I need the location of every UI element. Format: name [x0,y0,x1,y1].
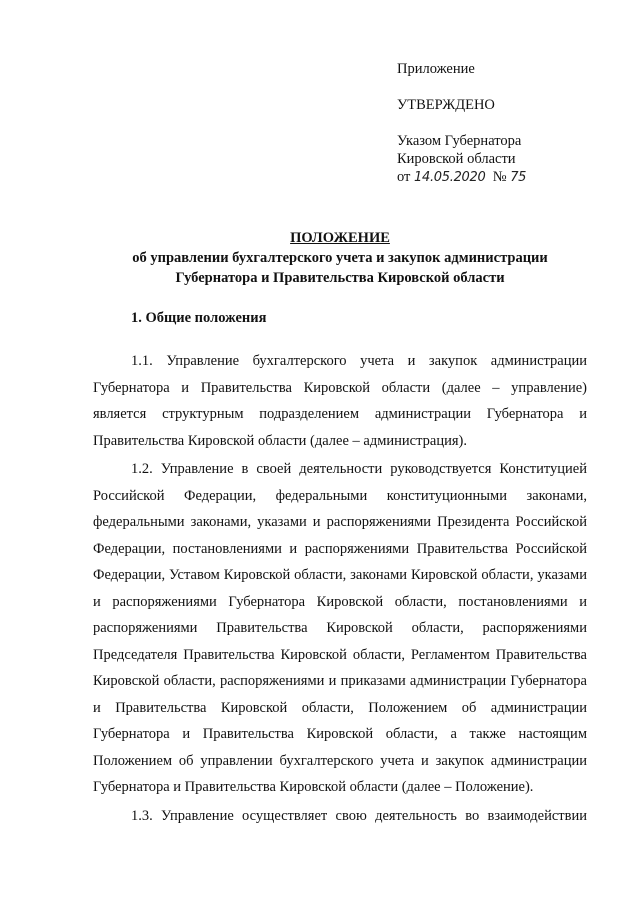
document-title: ПОЛОЖЕНИЕ [290,230,390,246]
date-prefix: от [397,169,411,185]
document-subtitle-line-1: об управлении бухгалтерского учета и закупок администрации [132,250,548,266]
appendix-label: Приложение [397,61,475,77]
decree-date-line [397,168,607,187]
paragraph-1-1: 1.1. Управление бухгалтерского учета и закупок администрации Губернатора и Правительства Кировской области (далее – управление) является структурным подразделением администрации Губернатора и Правительства Кировской области (далее – администрация). [93,353,587,449]
approved-label: УТВЕРЖДЕНО [397,97,495,113]
paragraph-1-2: 1.2. Управление в своей деятельности руководствуется Конституцией Российской Федерации, федеральными конституционными законами, федеральными законами, указами и распоряжениями Президента Российской Федерации, постановлениями и распоряжениями Правительства Российской Федерации, Уставом Кировской области, законами Кировской области, указами и распоряжениями Губернатора Кировской области, постановлениями и распоряжениями Правительства Кировской области, распоряжениями Председателя Правительства Кировской области, Регламентом Правительства Кировской области, распоряжениями и приказами администрации Губернатора и Правительства Кировской области, Положением об администрации Губернатора и Правительства Кировской области, а также настоящим Положением об управлении бухгалтерского учета и закупок администрации Губернатора и Правительства Кировской области (далее – Положение). [93,461,587,795]
number-prefix: № [492,169,507,185]
decree-date: 14.05.2020 [414,170,486,185]
document-body [93,348,587,831]
section-heading: 1. Общие положения [131,310,267,326]
decree-number: 75 [510,170,527,185]
approval-stamp-block [397,60,607,187]
decree-line-1: Указом Губернатора [397,133,522,149]
decree-line-2: Кировской области [397,151,516,167]
paragraph-1-3: 1.3. Управление осуществляет свою деятельность во взаимодействии [131,807,587,824]
document-subtitle-line-2: Губернатора и Правительства Кировской области [175,270,505,286]
document-title-block [90,228,590,288]
